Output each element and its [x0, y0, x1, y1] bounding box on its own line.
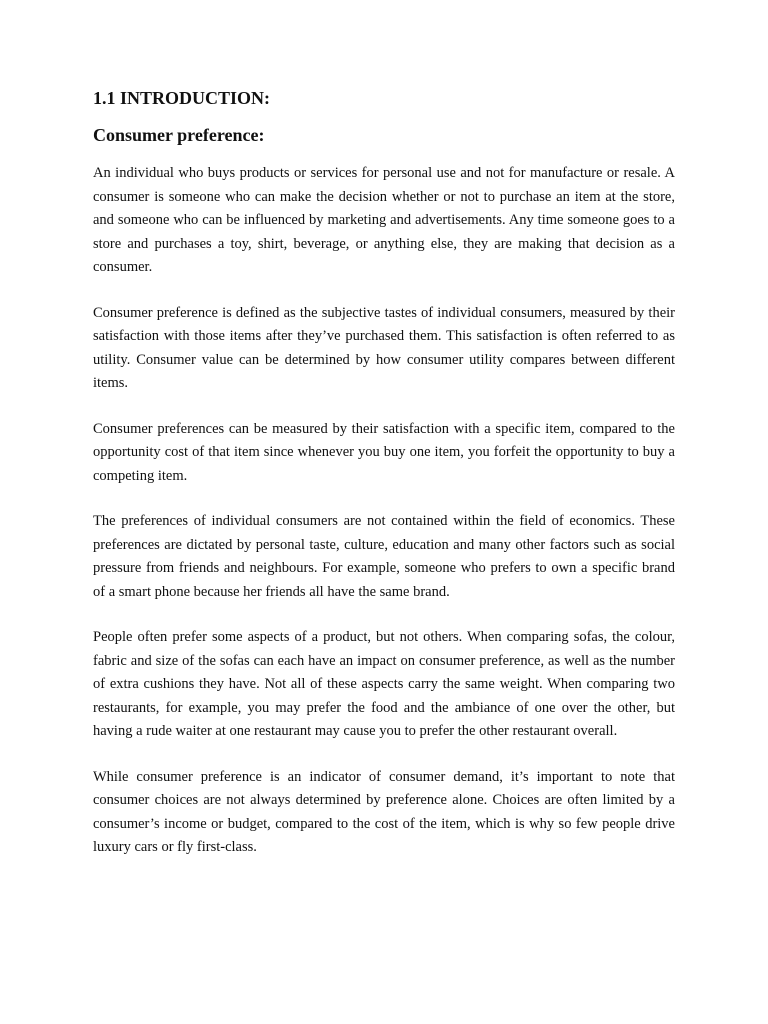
paragraph-opportunity-cost: Consumer preferences can be measured by their satisfaction with a specific item, compared to the opportunity cost of that item since whenever you buy one item, you forfeit the opportunity to buy a competing item.	[93, 420, 675, 484]
subsection-heading: Consumer preference:	[93, 125, 265, 145]
paragraph-preference-factors: The preferences of individual consumers are not contained within the field of economics. These preferences are dictated by personal taste, culture, education and many other factors such as social pressure from friends and neighbours. For example, someone who prefers to own a specific brand of a smart phone because her friends all have the same brand.	[93, 513, 675, 600]
paragraph-product-aspects: People often prefer some aspects of a product, but not others. When comparing sofas, the colour, fabric and size of the sofas can each have an impact on consumer preference, as well as the number of extra cushions they have. Not all of these aspects carry the same weight. When comparing two restaurants, for example, you may prefer the food and the ambiance of one over the other, but having a rude waiter at one restaurant may cause you to prefer the other restaurant overall.	[93, 629, 675, 739]
section-heading: 1.1 INTRODUCTION:	[93, 88, 271, 108]
paragraph-demand-and-budget: While consumer preference is an indicator of consumer demand, it’s important to note that consumer choices are not always determined by preference alone. Choices are often limited by a consumer’s income or budget, compared to the cost of the item, which is why so few people drive luxury cars or fly first-class.	[93, 768, 675, 855]
paragraph-preference-definition: Consumer preference is defined as the subjective tastes of individual consumers, measured by their satisfaction with those items after they’ve purchased them. This satisfaction is often referred to as utility. Consumer value can be determined by how consumer utility compares between different items.	[93, 304, 675, 391]
paragraph-consumer-definition: An individual who buys products or services for personal use and not for manufacture or resale. A consumer is someone who can make the decision whether or not to purchase an item at the store, and someone who can be influenced by marketing and advertisements. Any time someone goes to a store and purchases a toy, shirt, beverage, or anything else, they are making that decision as a consumer.	[93, 165, 675, 275]
